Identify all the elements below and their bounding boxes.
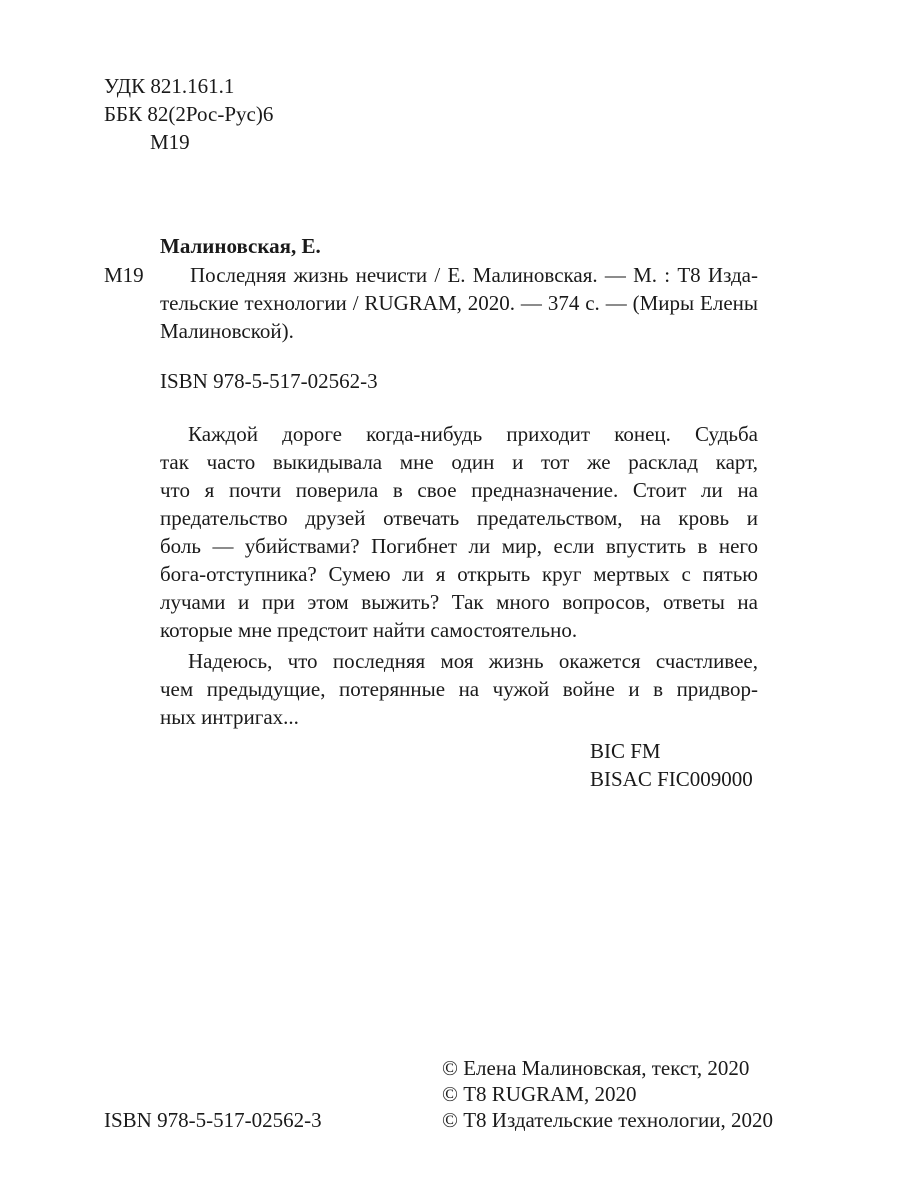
footer-isbn: ISBN 978-5-517-02562-3 [104, 1108, 322, 1132]
bisac-code: BISAC FIC009000 [590, 767, 753, 791]
copyright-line: © Т8 Издательские технологии, 2020 [442, 1108, 773, 1132]
annotation-line: бога-отступника? Сумею ли я открыть круг мертвых с пятью [160, 562, 758, 586]
annotation-line: боль — убийствами? Погибнет ли мир, если впустить в него [160, 534, 758, 558]
annotation-line: что я почти поверила в свое предназначение. Стоит ли на [160, 478, 758, 502]
catalog-line-1: Последняя жизнь нечисти / Е. Малиновская. — М. : Т8 Изда- [190, 263, 758, 287]
catalog-author-mark: М19 [104, 263, 144, 287]
annotation-line: лучами и при этом выжить? Так много вопросов, ответы на [160, 590, 758, 614]
bic-code: BIC FM [590, 739, 661, 763]
copyright-line: © Т8 RUGRAM, 2020 [442, 1082, 637, 1106]
copyright-line: © Елена Малиновская, текст, 2020 [442, 1056, 750, 1080]
catalog-line-3: Малиновской). [160, 319, 294, 343]
catalog-line-2: тельские технологии / RUGRAM, 2020. — 374 с. — (Миры Елены [160, 291, 758, 315]
author-mark: М19 [150, 130, 190, 154]
catalog-isbn: ISBN 978-5-517-02562-3 [160, 369, 378, 393]
annotation-line: предательство друзей отвечать предательством, на кровь и [160, 506, 758, 530]
author-heading: Малиновская, Е. [160, 234, 321, 258]
annotation-line: Надеюсь, что последняя моя жизнь окажется счастливее, [188, 649, 758, 673]
annotation-line: ных интригах... [160, 705, 299, 729]
udk-code: УДК 821.161.1 [104, 74, 235, 98]
annotation-line: так часто выкидывала мне один и тот же расклад карт, [160, 450, 758, 474]
bbk-code: ББК 82(2Рос-Рус)6 [104, 102, 274, 126]
annotation-line: которые мне предстоит найти самостоятельно. [160, 618, 578, 642]
annotation-line: Каждой дороге когда-нибудь приходит конец. Судьба [188, 422, 758, 446]
annotation-line: чем предыдущие, потерянные на чужой войне и в придвор- [160, 677, 758, 701]
